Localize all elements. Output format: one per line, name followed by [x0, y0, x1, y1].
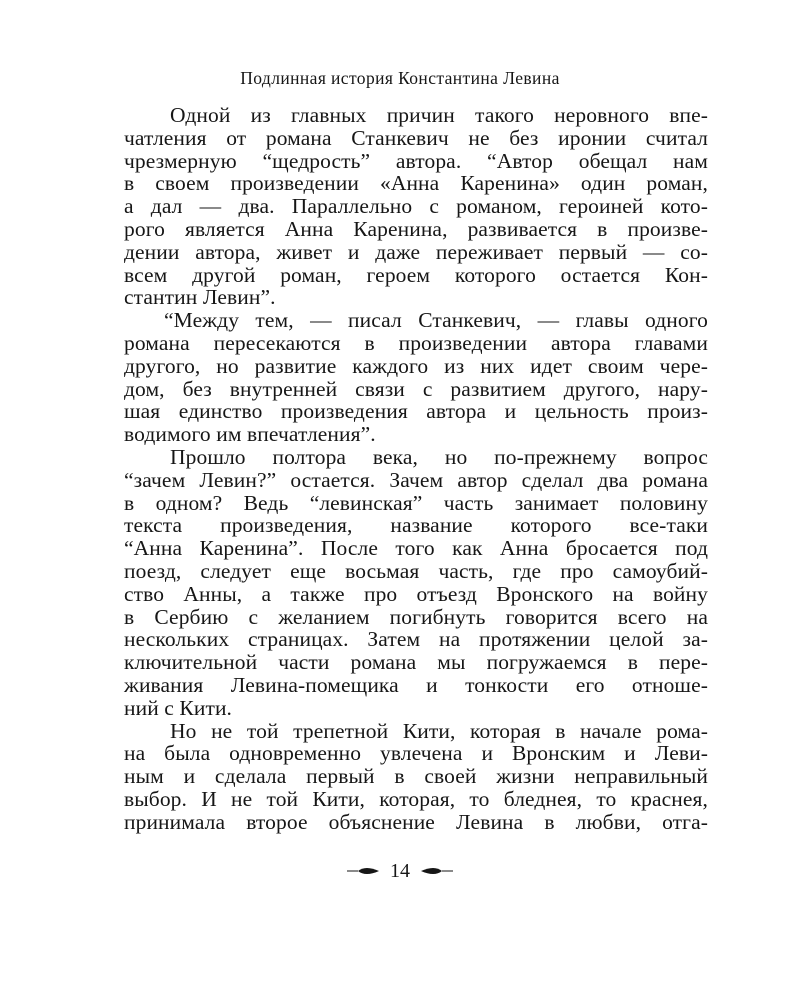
- text-line: ний с Кити.: [124, 695, 233, 720]
- text-line: Но не той трепетной Кити, которая в начале рома-: [170, 718, 708, 743]
- text-line: в своем произведении «Анна Каренина» один роман,: [124, 171, 708, 196]
- text-line: текста произведения, название которого все-таки: [124, 513, 708, 538]
- text-line: в одном? Ведь “левинская” часть занимает половину: [124, 490, 708, 515]
- text-line: нескольких страницах. Затем на протяжении целой за-: [124, 627, 708, 652]
- text-line: выбор. И не той Кити, которая, то бледнея, то краснея,: [124, 786, 708, 811]
- text-line: рого является Анна Каренина, развивается в произве-: [124, 216, 708, 241]
- text-line: а дал — два. Параллельно с романом, героиней кото-: [124, 194, 708, 219]
- text-line: стантин Левин”.: [124, 285, 276, 310]
- text-line: водимого им впечатления”.: [124, 422, 376, 447]
- text-line: дом, без внутренней связи с развитием другого, нару-: [124, 376, 708, 401]
- left-arrow-ornament-icon: [346, 866, 380, 876]
- page-folio: [0, 860, 800, 882]
- text-line: ключительной части романа мы погружаемся в пере-: [124, 650, 708, 675]
- text-line: ным и сделала первый в своей жизни неправильный: [124, 764, 708, 789]
- text-line: другого, но развитие каждого из них идет своим чере-: [124, 353, 708, 378]
- text-line: живания Левина-помещика и тонкости его отноше-: [124, 672, 708, 697]
- text-line: ство Анны, а также про отъезд Вронского на войну: [124, 581, 708, 606]
- page-number: 14: [390, 860, 410, 882]
- text-line: “Анна Каренина”. После того как Анна бросается под: [124, 536, 708, 561]
- text-line: всем другой роман, героем которого остается Кон-: [124, 262, 708, 287]
- text-line: чрезмерную “щедрость” автора. “Автор обещал нам: [124, 148, 708, 173]
- running-header: Подлинная история Константина Левина: [240, 68, 560, 88]
- text-line: поезд, следует еще восьмая часть, где про самоубий-: [124, 558, 708, 583]
- text-line: шая единство произведения автора и цельность произ-: [124, 399, 708, 424]
- body-text: [124, 104, 708, 834]
- text-line: романа пересекаются в произведении автора главами: [124, 330, 708, 355]
- text-line: на была одновременно увлечена и Вронским и Леви-: [124, 741, 708, 766]
- text-line: Одной из главных причин такого неровного впе-: [170, 103, 708, 127]
- text-line: в Сербию с желанием погибнуть говорится всего на: [124, 604, 708, 629]
- text-line: чатления от романа Станкевич не без иронии считал: [124, 125, 708, 150]
- text-line: “зачем Левин?” остается. Зачем автор сделал два романа: [124, 467, 708, 492]
- right-arrow-ornament-icon: [420, 866, 454, 876]
- text-line: “Между тем, — писал Станкевич, — главы одного: [164, 308, 708, 333]
- text-line: принимала второе объяснение Левина в любви, отга-: [124, 809, 708, 834]
- text-line: дении автора, живет и даже переживает первый — со-: [124, 239, 708, 264]
- text-line: Прошло полтора века, но по-прежнему вопрос: [170, 444, 708, 469]
